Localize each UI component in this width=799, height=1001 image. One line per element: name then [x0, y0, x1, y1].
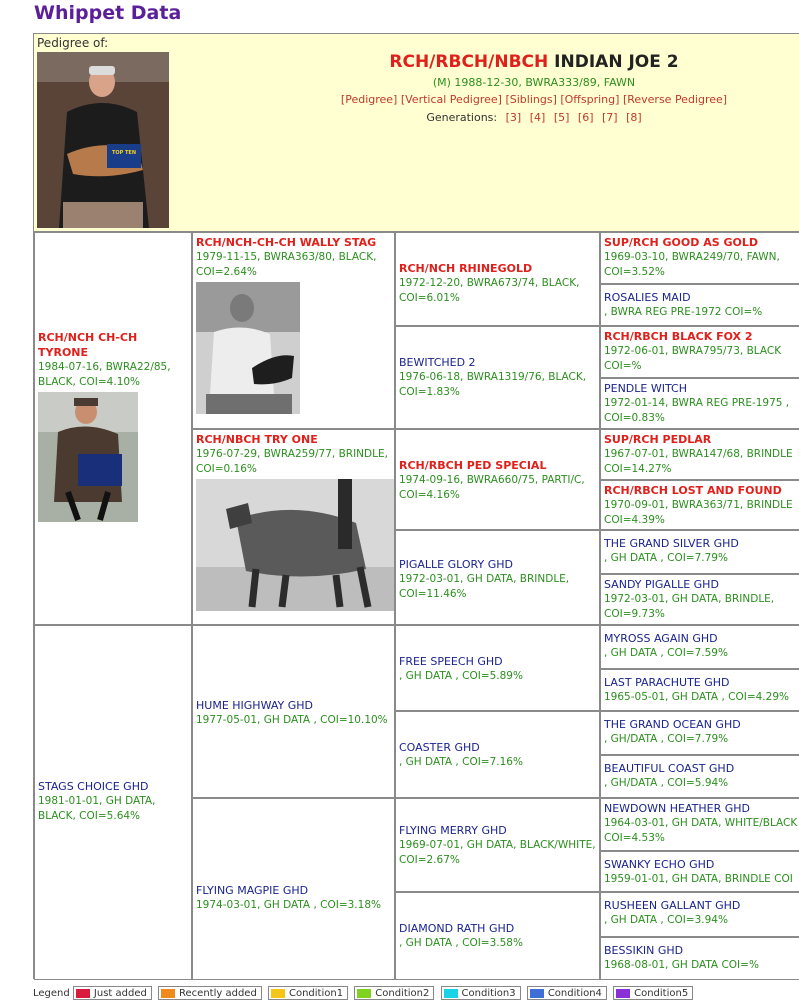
pedigree-cell-sss [395, 232, 600, 326]
legend-item [268, 986, 348, 1000]
dog-link[interactable]: PENDLE WITCH [604, 382, 688, 395]
dog-info: 1972-03-01, GH DATA, BRINDLE, COI=11.46% [399, 573, 570, 600]
pedigree-cell-ds [192, 625, 395, 798]
dog-photo [196, 479, 394, 611]
pedigree-cell-sdd [395, 530, 600, 625]
dog-info: 1969-07-01, GH DATA, BLACK/WHITE, COI=2.67% [399, 839, 596, 866]
pedigree-cell-g4-12 [600, 755, 799, 798]
dog-name: INDIAN JOE 2 [554, 52, 679, 72]
legend-swatch [76, 989, 90, 998]
dog-info: 1972-06-01, BWRA795/73, BLACK COI=% [604, 345, 782, 372]
legend [33, 986, 799, 1000]
legend-item-label: Just added [93, 988, 147, 999]
pedigree-cell-sd [192, 429, 395, 625]
pedigree-cell-dss [395, 625, 600, 711]
dog-link[interactable]: RCH/NCH RHINEGOLD [399, 262, 533, 275]
pedigree-cell-g4-8 [600, 574, 799, 625]
dog-link[interactable]: RCH/NCH-CH-CH WALLY STAG [196, 236, 377, 249]
link-reverse-pedigree[interactable]: [Reverse Pedigree] [622, 93, 728, 106]
legend-item-label: Condition5 [634, 988, 689, 999]
dog-link[interactable]: BEAUTIFUL COAST GHD [604, 762, 735, 775]
gen-link-3[interactable]: [3] [505, 111, 522, 124]
dog-info: 1981-01-01, GH DATA, BLACK, COI=5.64% [38, 795, 156, 822]
generations-label: Generations: [426, 111, 498, 124]
dog-link[interactable]: COASTER GHD [399, 741, 480, 754]
pedigree-cell-ssd [395, 326, 600, 429]
dog-link[interactable]: ROSALIES MAID [604, 291, 691, 304]
legend-item-label: Condition2 [375, 988, 430, 999]
dog-info: 1972-01-14, BWRA REG PRE-1975 , COI=0.83% [604, 397, 790, 424]
pedigree-cell-g4-2 [600, 284, 799, 326]
legend-item-label: Recently added [179, 988, 257, 999]
pedigree-cell-dd [192, 798, 395, 980]
dog-link[interactable]: THE GRAND OCEAN GHD [604, 718, 741, 731]
legend-item [441, 986, 521, 1000]
pedigree-cell-g4-11 [600, 711, 799, 755]
link-siblings[interactable]: [Siblings] [505, 93, 557, 106]
dog-info: 1974-03-01, GH DATA , COI=3.18% [196, 899, 381, 911]
legend-swatch [616, 989, 630, 998]
dog-info: 1974-09-16, BWRA660/75, PARTI/C, COI=4.16% [399, 474, 585, 501]
legend-item [527, 986, 607, 1000]
dog-link[interactable]: RCH/RBCH LOST AND FOUND [604, 484, 782, 497]
link-offspring[interactable]: [Offspring] [560, 93, 620, 106]
dog-info: 1967-07-01, BWRA147/68, BRINDLE COI=14.27% [604, 448, 793, 475]
pedigree-cell-ss [192, 232, 395, 429]
dog-info: 1959-01-01, GH DATA, BRINDLE COI [604, 873, 793, 885]
dog-photo [38, 392, 138, 522]
pedigree-cell-g4-10 [600, 669, 799, 711]
dog-title [304, 52, 764, 72]
gen-link-6[interactable]: [6] [577, 111, 594, 124]
dog-link[interactable]: FLYING MERRY GHD [399, 824, 507, 837]
dog-titles: RCH/RBCH/NBCH [389, 52, 549, 72]
dog-info: 1976-07-29, BWRA259/77, BRINDLE, COI=0.16% [196, 448, 388, 475]
dog-link[interactable]: BESSIKIN GHD [604, 944, 684, 957]
dog-link[interactable]: HUME HIGHWAY GHD [196, 699, 313, 712]
dog-info: , GH/DATA , COI=7.79% [604, 733, 729, 745]
dog-info: 1976-06-18, BWRA1319/76, BLACK, COI=1.83% [399, 371, 587, 398]
pedigree-cell-g4-5 [600, 429, 799, 480]
pedigree-cell-sire [34, 232, 192, 625]
pedigree-cell-g4-13 [600, 798, 799, 851]
dog-info: , GH DATA , COI=7.59% [604, 647, 728, 659]
pedigree-cell-g4-16 [600, 937, 799, 980]
main-dog-photo [37, 52, 169, 228]
legend-swatch [530, 989, 544, 998]
legend-label: Legend [33, 988, 70, 999]
dog-photo [196, 282, 300, 414]
dog-link[interactable]: THE GRAND SILVER GHD [604, 537, 739, 550]
link-vertical-pedigree[interactable]: [Vertical Pedigree] [400, 93, 502, 106]
legend-swatch [161, 989, 175, 998]
dog-link[interactable]: SUP/RCH PEDLAR [604, 433, 712, 446]
dog-link[interactable]: NEWDOWN HEATHER GHD [604, 802, 751, 815]
legend-item [613, 986, 693, 1000]
dog-link[interactable]: MYROSS AGAIN GHD [604, 632, 718, 645]
dog-info: , GH/DATA , COI=5.94% [604, 777, 729, 789]
dog-info: 1968-08-01, GH DATA COI=% [604, 959, 759, 971]
photo-coat-text: TOP TEN [111, 150, 137, 156]
dog-info: 1977-05-01, GH DATA , COI=10.10% [196, 714, 388, 726]
dog-link[interactable]: STAGS CHOICE GHD [38, 780, 149, 793]
dog-info: , GH DATA , COI=3.94% [604, 914, 728, 926]
dog-link[interactable]: FREE SPEECH GHD [399, 655, 503, 668]
legend-item-label: Condition3 [461, 988, 516, 999]
pedigree-cell-g4-3 [600, 326, 799, 378]
dog-info: 1979-11-15, BWRA363/80, BLACK, COI=2.64% [196, 251, 377, 278]
gen-link-7[interactable]: [7] [602, 111, 618, 124]
dog-info: 1965-05-01, GH DATA , COI=4.29% [604, 691, 789, 703]
legend-item [354, 986, 434, 1000]
dog-info: 1984-07-16, BWRA22/85, BLACK, COI=4.10% [38, 361, 171, 388]
dog-info: , GH DATA , COI=7.16% [399, 756, 523, 768]
pedigree-of-label: Pedigree of: [37, 36, 109, 50]
pedigree-cell-sds [395, 429, 600, 530]
dog-link[interactable]: FLYING MAGPIE GHD [196, 884, 309, 897]
legend-item [158, 986, 262, 1000]
pedigree-header [34, 34, 799, 232]
dog-info: , GH DATA , COI=3.58% [399, 937, 523, 949]
legend-swatch [444, 989, 458, 998]
dog-info: 1972-03-01, GH DATA, BRINDLE, COI=9.73% [604, 593, 775, 620]
dog-info: 1970-09-01, BWRA363/71, BRINDLE COI=4.39% [604, 499, 793, 526]
dog-link[interactable]: SUP/RCH GOOD AS GOLD [604, 236, 758, 249]
dog-details: (M) 1988-12-30, BWRA333/89, FAWN [432, 76, 636, 89]
dog-info: 1964-03-01, GH DATA, WHITE/BLACK COI=4.53% [604, 817, 798, 844]
dog-link[interactable]: RCH/RBCH BLACK FOX 2 [604, 330, 753, 343]
dog-link[interactable]: DIAMOND RATH GHD [399, 922, 515, 935]
gen-link-4[interactable]: [4] [529, 111, 546, 124]
pedigree-cell-g4-9 [600, 625, 799, 669]
pedigree-cell-dsd [395, 711, 600, 798]
pedigree-table [33, 33, 799, 979]
dog-info: 1969-03-10, BWRA249/70, FAWN, COI=3.52% [604, 251, 780, 278]
site-title: Whippet Data [34, 2, 182, 24]
pedigree-links [304, 93, 764, 106]
dog-link[interactable]: BEWITCHED 2 [399, 356, 476, 369]
legend-item [73, 986, 152, 1000]
dog-link[interactable]: RCH/NCH CH-CH TYRONE [38, 331, 138, 359]
legend-item-label: Condition1 [288, 988, 344, 999]
gen-link-8[interactable]: [8] [626, 111, 642, 124]
legend-item-label: Condition4 [547, 988, 602, 999]
dog-link[interactable]: RCH/RBCH PED SPECIAL [399, 459, 547, 472]
pedigree-cell-g4-15 [600, 892, 799, 937]
dog-link[interactable]: PIGALLE GLORY GHD [399, 558, 513, 571]
dog-link[interactable]: RUSHEEN GALLANT GHD [604, 899, 741, 912]
pedigree-cell-g4-6 [600, 480, 799, 530]
pedigree-cell-dds [395, 798, 600, 892]
pedigree-cell-g4-14 [600, 851, 799, 892]
dog-link[interactable]: LAST PARACHUTE GHD [604, 676, 730, 689]
pedigree-cell-g4-1 [600, 232, 799, 284]
legend-swatch [271, 989, 285, 998]
dog-info: , GH DATA , COI=5.89% [399, 670, 523, 682]
link-pedigree[interactable]: [Pedigree] [340, 93, 398, 106]
dog-link[interactable]: SWANKY ECHO GHD [604, 858, 715, 871]
pedigree-cell-g4-7 [600, 530, 799, 574]
pedigree-cell-ddd [395, 892, 600, 980]
dog-info: 1972-12-20, BWRA673/74, BLACK, COI=6.01% [399, 277, 580, 304]
dog-info: , GH DATA , COI=7.79% [604, 552, 728, 564]
gen-link-5[interactable]: [5] [553, 111, 570, 124]
dog-link[interactable]: SANDY PIGALLE GHD [604, 578, 719, 591]
pedigree-cell-dam [34, 625, 192, 980]
generations [304, 111, 764, 124]
legend-swatch [357, 989, 371, 998]
pedigree-cell-g4-4 [600, 378, 799, 429]
dog-info: , BWRA REG PRE-1972 COI=% [604, 306, 763, 318]
dog-link[interactable]: RCH/NBCH TRY ONE [196, 433, 318, 446]
